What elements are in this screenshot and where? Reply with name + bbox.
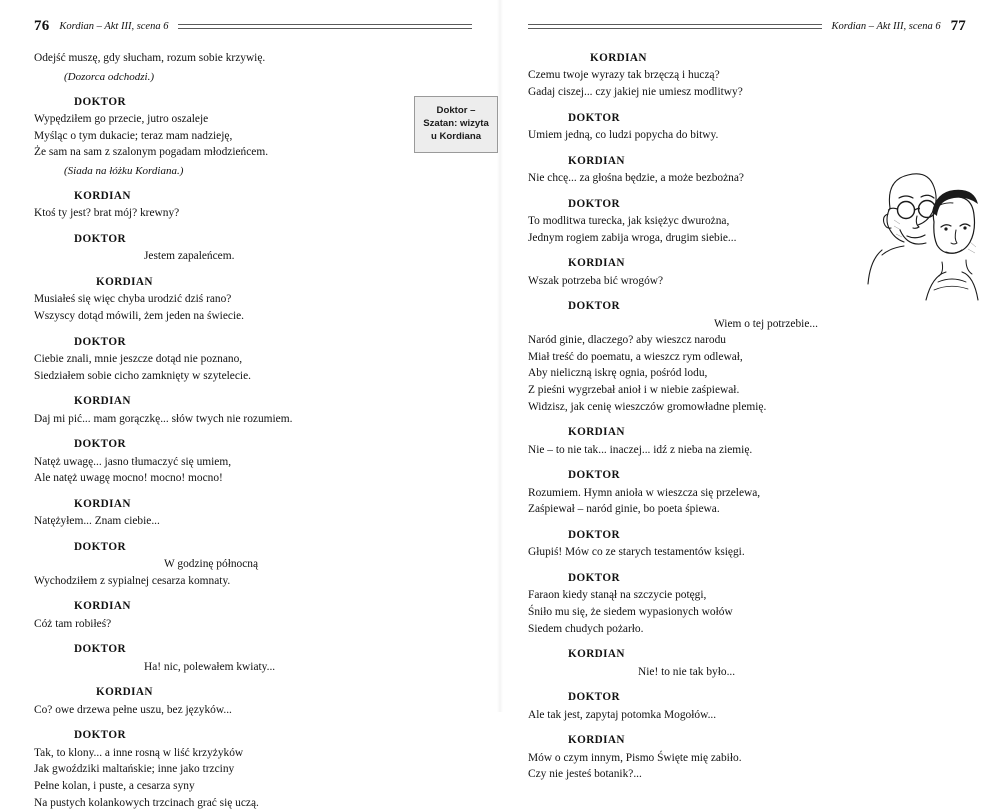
speaker-name: DOKTOR [74,643,126,656]
verse-line: Pełne kolan, i puste, a cesarza syny [34,780,195,793]
header-rule [178,24,472,29]
verse-line: Musiałeś się więc chyba urodzić dziś rano? [34,293,232,306]
right-running-head [528,16,966,36]
verse-line: Ha! nic, polewałem kwiaty... [144,660,276,673]
verse-line: Czemu twoje wyrazy tak brzęczą i huczą? [528,69,720,82]
verse-line: Wszyscy dotąd mówili, żem jeden na świecie. [34,309,245,322]
verse-line: Gadaj ciszej... czy jakiej nie umiesz modlitwy? [528,85,743,98]
verse-line: Aby nieliczną iskrę ognia, pośród lodu, [528,367,708,380]
verse-line: To modlitwa turecka, jak księżyc dwurożna, [528,214,730,227]
left-running-title: Kordian – Akt III, scena 6 [59,20,169,32]
verse-line: Śniło mu się, że siedem wypasionych wołów [528,605,733,618]
verse-line: Ale tak jest, zapytaj potomka Mogołów... [528,708,717,721]
verse-line: Ciebie znali, mnie jeszcze dotąd nie poznano, [34,352,243,365]
speaker-name: KORDIAN [568,734,625,747]
speaker-name: DOKTOR [568,571,620,584]
speaker-name: DOKTOR [568,197,620,210]
verse-line: Co? owe drzewa pełne uszu, bez języków... [34,703,232,716]
right-page [500,0,1000,781]
verse-line: Nie! to nie tak było... [638,665,736,678]
verse-line: Zaśpiewał – naród ginie, bo poeta śpiewa. [528,503,720,516]
verse-line: Siedem chudych pożarło. [528,622,644,635]
speaker-name: DOKTOR [568,529,620,541]
speaker-name: KORDIAN [568,648,625,661]
right-folio: 77 [950,17,966,34]
speaker-name: DOKTOR [74,540,126,553]
verse-line: W godzinę północną [164,558,259,571]
speaker-name: KORDIAN [74,600,131,613]
verse-line: Umiem jedną, co ludzi popycha do bitwy. [528,128,719,141]
verse-line: Natężyłem... Znam ciebie... [34,515,160,528]
verse-line: Faraon kiedy stanął na szczycie potęgi, [528,589,707,602]
verse-line: Myśląc o tym dukacie; teraz mam nadzieję, [34,129,233,142]
verse-line: Że sam na sam z szalonym pogadam młodzieńcem. [34,146,269,159]
verse-line: Nie – to nie tak... inaczej... idź z nieba na ziemię. [528,443,753,456]
right-running-title: Kordian – Akt III, scena 6 [831,20,941,32]
speaker-name: KORDIAN [96,686,153,699]
verse-line: Głupiś! Mów co ze starych testamentów księgi. [528,546,745,559]
speaker-name: KORDIAN [74,395,131,408]
verse-line: Miał treść do poematu, a wieszcz rym odlewał, [528,350,743,363]
verse-line: Odejść muszę, gdy słucham, rozum sobie krzywię. [34,52,266,64]
left-page-text [34,50,472,811]
header-rule [528,24,822,29]
verse-line: Rozumiem. Hymn anioła w wieszcza się przelewa, [528,486,761,499]
speaker-name: KORDIAN [568,426,625,439]
verse-line: Wiem o tej potrzebie... [714,317,818,330]
verse-line: Jestem zapaleńcem. [144,250,235,263]
verse-line: Na pustych kolankowych trzcinach grać się uczą. [34,796,259,809]
stage-direction: (Siada na łóżku Kordiana.) [64,164,184,177]
illustration-two-heads [838,150,988,305]
speaker-name: KORDIAN [568,154,625,167]
verse-line: Nie chcę... za głośna będzie, a może bezbożna? [528,171,744,184]
verse-line: Jak gwoździki maltańskie; inne jako trzciny [34,763,235,776]
verse-line: Czy nie jesteś botanik?... [528,768,642,781]
left-page [0,0,500,809]
verse-line: Wypędziłem go przecie, jutro oszaleje [34,113,209,126]
verse-line: Z pieśni wygrzebał anioł i w niebie zaśpiewał. [528,384,740,397]
verse-line: Natęż uwagę... jasno tłumaczyć się umiem, [34,455,232,468]
verse-line: Daj mi pić... mam gorączkę... słów twych nie rozumiem. [34,412,293,425]
speaker-name: DOKTOR [74,232,126,245]
verse-line: Cóż tam robiłeś? [34,617,112,630]
verse-line: Siedziałem sobie cicho zamknięty w szytelecie. [34,369,251,382]
verse-line: Widzisz, jak cenię wieszczów gromowładne plemię. [528,400,767,413]
speaker-name: DOKTOR [568,691,620,704]
speaker-name: DOKTOR [568,469,620,482]
speaker-name: DOKTOR [74,729,126,742]
left-running-head [34,16,472,36]
speaker-name: DOKTOR [568,300,620,313]
margin-note: Doktor – Szatan: wizyta u Kordiana [414,96,498,153]
speaker-name: KORDIAN [96,275,153,288]
verse-line: Ale natęż uwagę mocno! mocno! mocno! [34,472,223,485]
speaker-name: DOKTOR [74,335,126,348]
speaker-name: DOKTOR [74,438,126,451]
verse-line: Wszak potrzeba bić wrogów? [528,274,664,287]
verse-line: Wychodziłem z sypialnej cesarza komnaty. [34,574,231,587]
verse-line: Naród ginie, dlaczego? aby wieszcz narodu [528,334,726,347]
verse-line: Jednym rogiem zabija wroga, drugim siebie... [528,231,737,244]
speaker-name: DOKTOR [568,111,620,124]
stage-direction: (Dozorca odchodzi.) [64,70,155,83]
speaker-name: KORDIAN [74,497,131,510]
verse-line: Ktoś ty jest? brat mój? krewny? [34,207,180,220]
speaker-name: DOKTOR [74,95,126,108]
verse-line: Tak, to klony... a inne rosną w liść krzyżyków [34,746,244,759]
speaker-name: KORDIAN [590,52,647,64]
verse-line: Mów o czym innym, Pismo Święte mię zabiło. [528,751,742,764]
speaker-name: KORDIAN [568,257,625,270]
left-folio: 76 [34,17,50,34]
speaker-name: KORDIAN [74,190,131,202]
